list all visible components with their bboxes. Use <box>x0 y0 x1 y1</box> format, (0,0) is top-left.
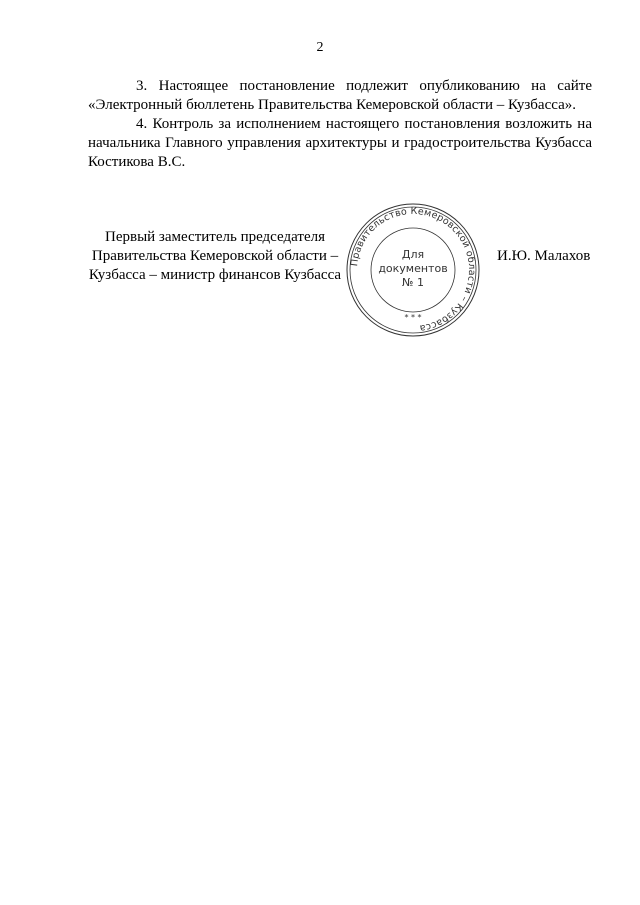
paragraph-4: 4. Контроль за исполнением настоящего постановления возложить на начальника Главного управления архитектуры и градостроительства Кузбасса Костикова В.С. <box>88 116 592 170</box>
seal-stars: * * * <box>404 313 422 322</box>
seal-center-line-3: № 1 <box>402 276 424 289</box>
paragraph-3: 3. Настоящее постановление подлежит опубликованию на сайте «Электронный бюллетень Правительства Кемеровской области – Кузбасса». <box>88 78 592 113</box>
signatory-position <box>80 228 350 285</box>
seal-center-line-2: документов <box>378 262 448 275</box>
official-seal-stamp <box>343 200 483 340</box>
signatory-name: И.Ю. Малахов <box>497 248 591 264</box>
signatory-position-line-3: Кузбасса – министр финансов Кузбасса <box>88 267 342 283</box>
signatory-position-line-2: Правительства Кемеровской области – <box>91 248 339 264</box>
seal-center-line-1: Для <box>401 248 425 261</box>
document-body <box>88 77 592 172</box>
seal-ring-text: Правительство Кемеровской области – Кузбасса <box>349 205 478 334</box>
signatory-position-line-1: Первый заместитель председателя <box>105 229 325 245</box>
page-number: 2 <box>316 40 324 55</box>
